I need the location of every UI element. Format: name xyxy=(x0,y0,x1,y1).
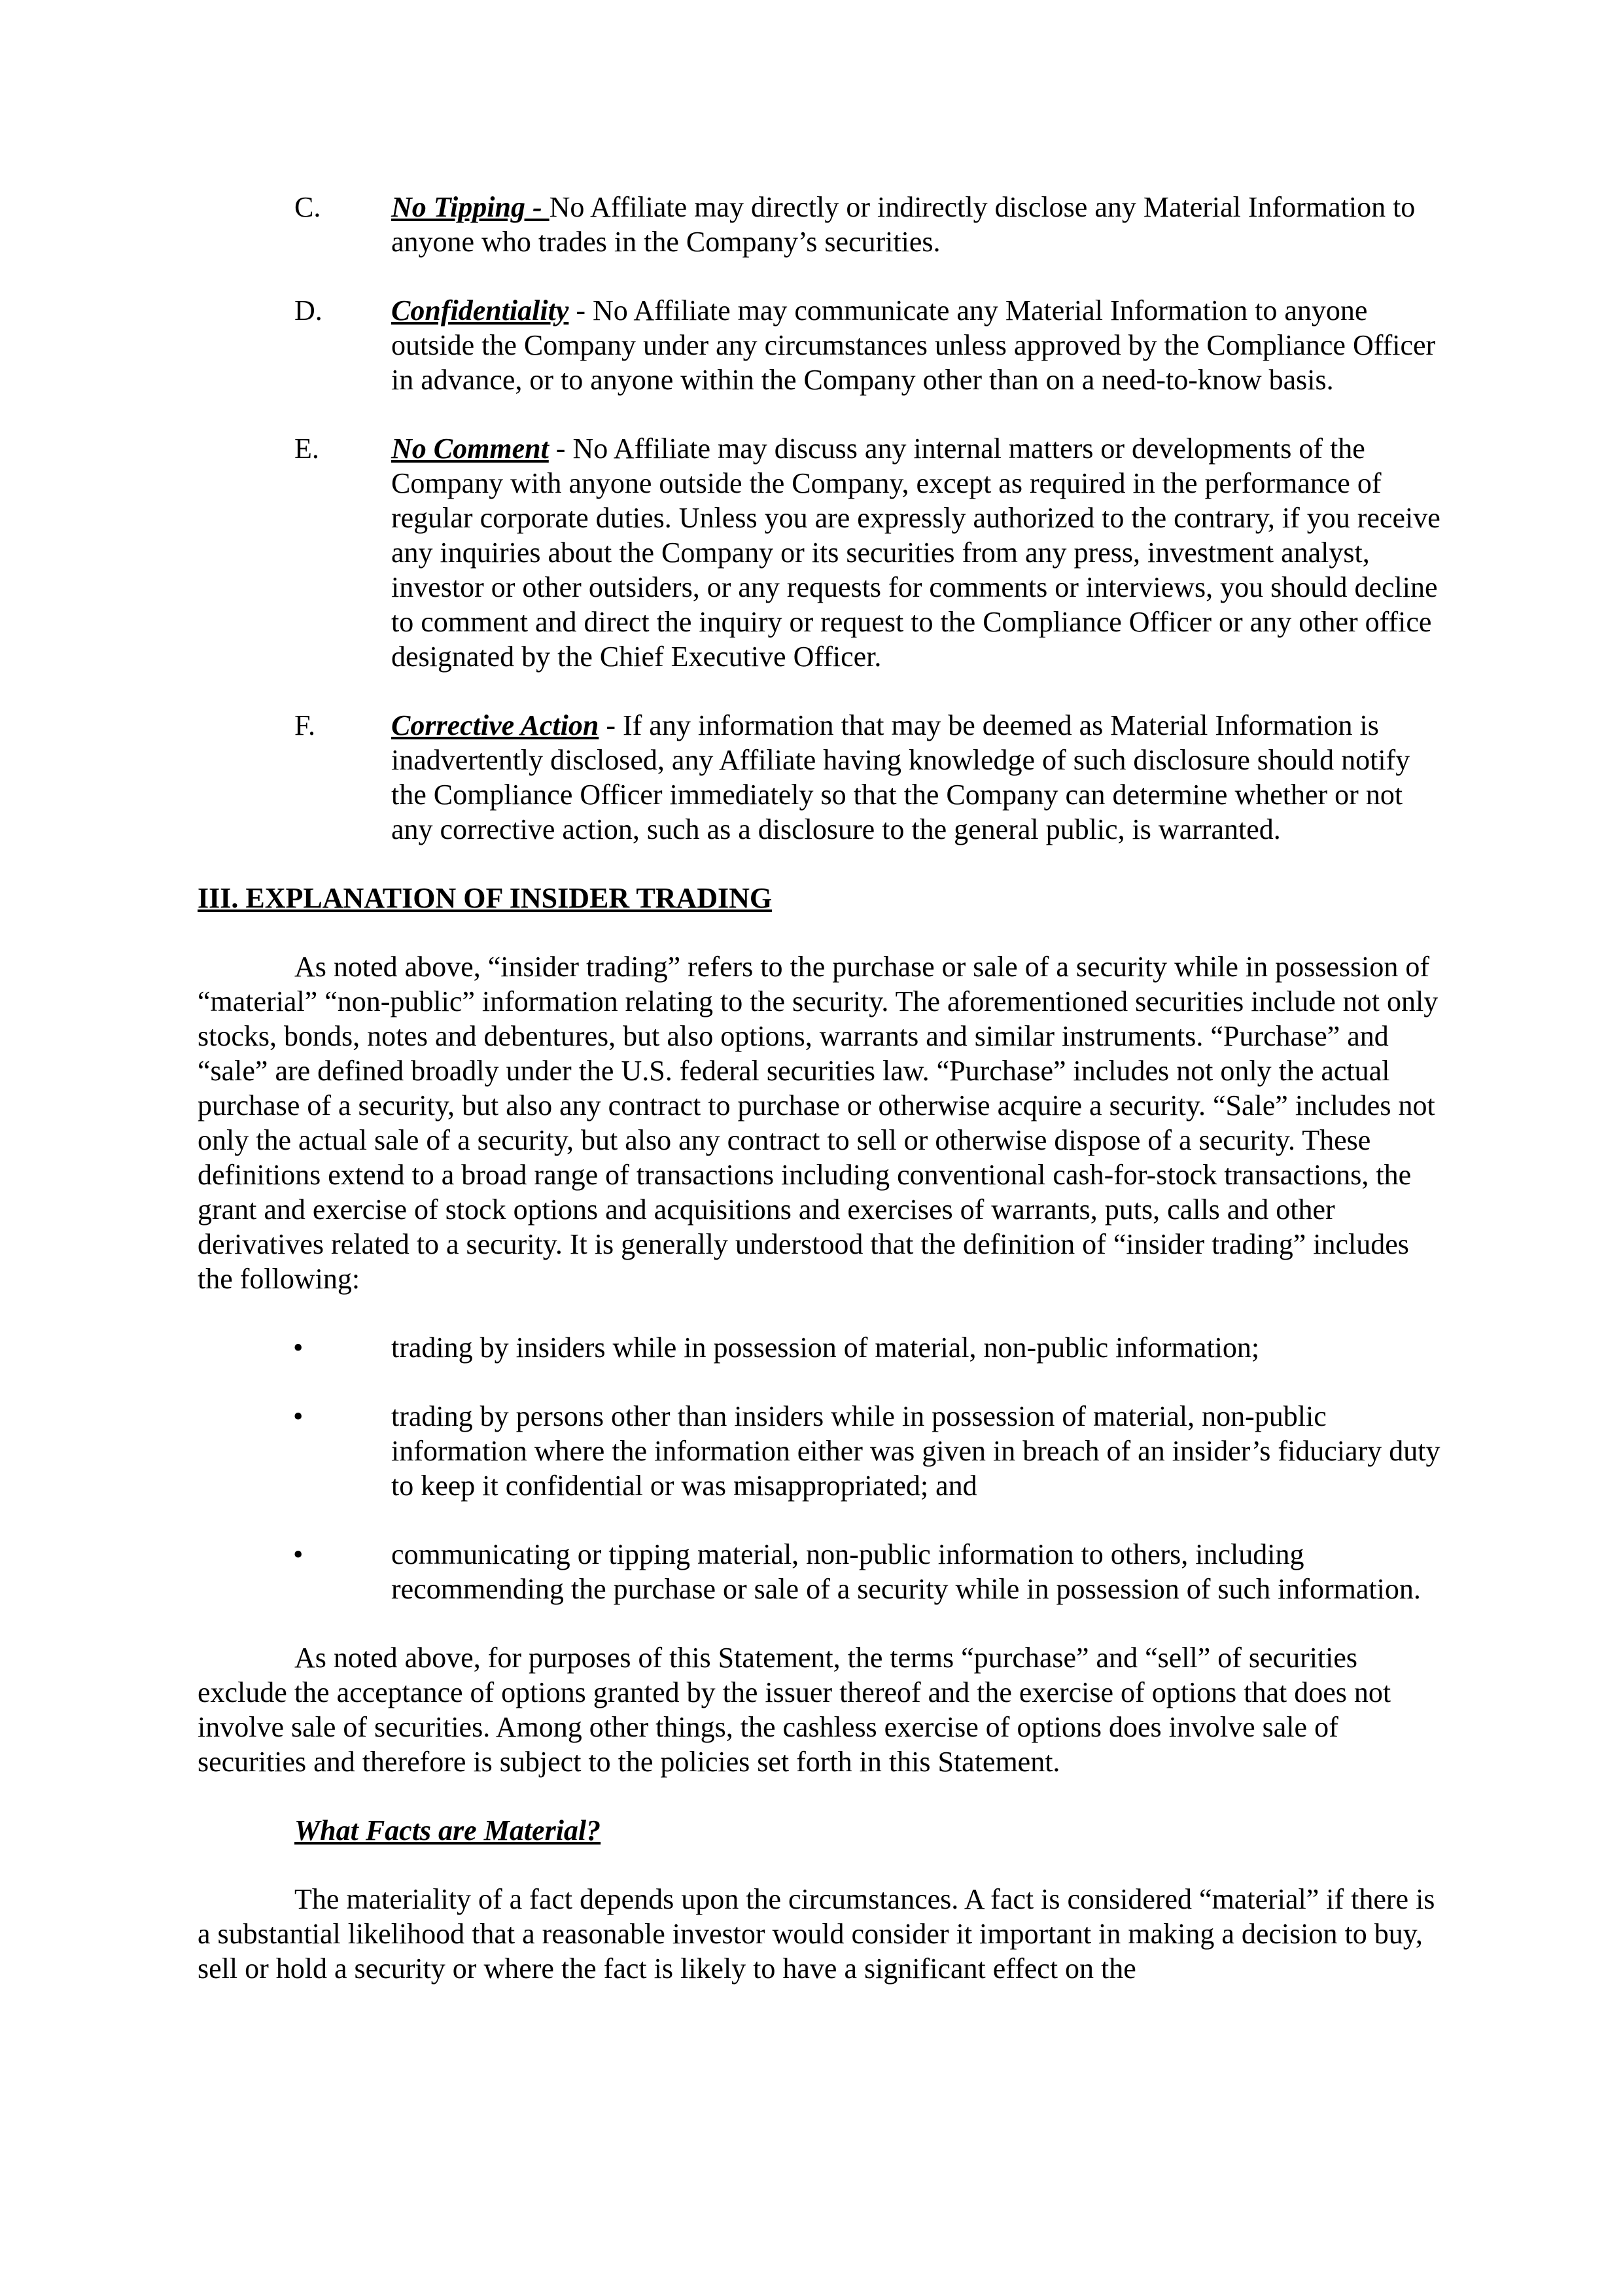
item-text: - No Affiliate may discuss any internal matters or developments of the Company with anyone outside the Company, except as required in the performance of regular corporate duties. Unless you are expressly authorized to the contrary, if you receive any inquiries about the Company or its securities from any press, investment analyst, investor or other outsiders, or any requests for comments or interviews, you should decline to comment and direct the inquiry or request to the Compliance Officer or any other office designated by the Chief Executive Officer. xyxy=(391,433,1440,673)
bullet-icon: • xyxy=(293,1400,304,1432)
policy-item-e xyxy=(198,431,1440,674)
subheading-material-facts: What Facts are Material? xyxy=(294,1814,601,1846)
bullet-item xyxy=(198,1330,1440,1365)
bullet-text: trading by persons other than insiders while in possession of material, non-public information where the information either was given in breach of an insider’s fiduciary duty to keep it confidential or was misappropriated; and xyxy=(391,1400,1440,1502)
item-term: No Comment xyxy=(391,433,549,465)
item-term: Corrective Action xyxy=(391,709,599,741)
paragraph-materiality: The materiality of a fact depends upon the circumstances. A fact is considered “material” if there is a substantial likelihood that a reasonable investor would consider it important in making a decision to buy, sell or hold a security or where the fact is likely to have a significant effect on the xyxy=(198,1883,1435,1985)
bullet-item xyxy=(198,1537,1440,1606)
policy-item-f xyxy=(198,708,1440,847)
item-text: No Affiliate may directly or indirectly disclose any Material Information to anyone who trades in the Company’s securities. xyxy=(391,191,1416,258)
item-term: No Tipping - xyxy=(391,191,550,223)
policy-item-c xyxy=(198,190,1440,259)
item-letter: C. xyxy=(294,191,321,223)
paragraph-insider-trading-definition: As noted above, “insider trading” refers to the purchase or sale of a security while in possession of “material” “non-public” information relating to the security. The aforementioned securities include not only stocks, bonds, notes and debentures, but also options, warrants and similar instruments. “Purchase” and “sale” are defined broadly under the U.S. federal securities law. “Purchase” includes not only the actual purchase of a security, but also any contract to purchase or otherwise acquire a security. “Sale” includes not only the actual sale of a security, but also any contract to sell or otherwise dispose of a security. These definitions extend to a broad range of transactions including conventional cash-for-stock transactions, the grant and exercise of stock options and acquisitions and exercises of warrants, puts, calls and other derivatives related to a security. It is generally understood that the definition of “insider trading” includes the following: xyxy=(198,951,1439,1295)
bullet-item xyxy=(198,1399,1440,1503)
bullet-text: trading by insiders while in possession of material, non-public information; xyxy=(391,1332,1260,1364)
bullet-icon: • xyxy=(293,1538,304,1570)
bullet-icon: • xyxy=(293,1332,304,1364)
item-letter: D. xyxy=(294,294,323,327)
item-term: Confidentiality xyxy=(391,294,569,327)
paragraph-purchase-sell-terms: As noted above, for purposes of this Statement, the terms “purchase” and “sell” of securities exclude the acceptance of options granted by the issuer thereof and the exercise of options that does not involve sale of securities. Among other things, the cashless exercise of options does involve sale of securities and therefore is subject to the policies set forth in this Statement. xyxy=(198,1642,1391,1778)
item-letter: F. xyxy=(294,709,315,741)
document-page xyxy=(198,190,1440,2020)
policy-item-d xyxy=(198,293,1440,397)
item-text: - No Affiliate may communicate any Material Information to anyone outside the Company under any circumstances unless approved by the Compliance Officer in advance, or to anyone within the Company other than on a need-to-know basis. xyxy=(391,294,1436,396)
item-letter: E. xyxy=(294,433,319,465)
bullet-text: communicating or tipping material, non-public information to others, including recommending the purchase or sale of a security while in possession of such information. xyxy=(391,1538,1421,1605)
item-text: - If any information that may be deemed as Material Information is inadvertently disclosed, any Affiliate having knowledge of such disclosure should notify the Compliance Officer immediately so that the Company can determine whether or not any corrective action, such as a disclosure to the general public, is warranted. xyxy=(391,709,1410,845)
section-heading: III. EXPLANATION OF INSIDER TRADING xyxy=(198,882,773,914)
